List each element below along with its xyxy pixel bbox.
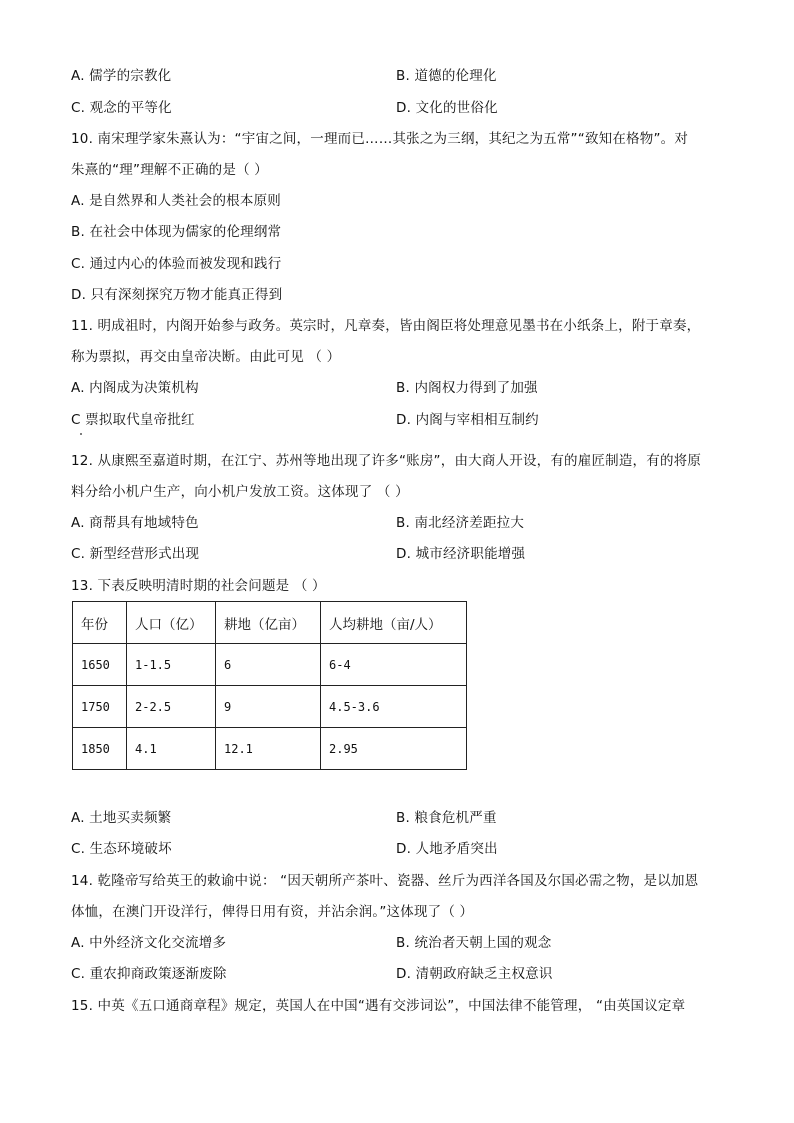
q13-option-c: C. 生态环境破坏 — [71, 841, 172, 857]
table-cell: 2-2.5 — [127, 686, 216, 728]
q14-option-d: D. 清朝政府缺乏主权意识 — [396, 966, 553, 982]
table-cell: 9 — [216, 686, 321, 728]
q14-stem-line2: 体恤，在澳门开设洋行，俾得日用有资，并沾余润。”这体现了（ ） — [71, 904, 474, 920]
q11-option-c: C 票拟取代皇帝批红 — [71, 412, 195, 428]
table-cell: 4.5-3.6 — [321, 686, 467, 728]
table-cell: 2.95 — [321, 728, 467, 770]
table-cell: 1650 — [73, 644, 127, 686]
q10-option-a: A. 是自然界和人类社会的根本原则 — [71, 193, 281, 209]
stray-mark — [80, 433, 82, 435]
table-cell: 4.1 — [127, 728, 216, 770]
q14-option-b: B. 统治者天朝上国的观念 — [396, 935, 552, 951]
table-cell: 6-4 — [321, 644, 467, 686]
table-header-row — [73, 602, 467, 644]
q12-option-a: A. 商帮具有地域特色 — [71, 515, 199, 531]
table-cell: 1850 — [73, 728, 127, 770]
table-cell: 1-1.5 — [127, 644, 216, 686]
q10-option-b: B. 在社会中体现为儒家的伦理纲常 — [71, 224, 282, 240]
q11-stem-line2: 称为票拟，再交由皇帝决断。由此可见 （ ） — [71, 349, 341, 365]
q10-option-c: C. 通过内心的体验而被发现和践行 — [71, 256, 282, 272]
q12-option-c: C. 新型经营形式出现 — [71, 546, 200, 562]
q12-stem-line2: 料分给小机户生产，向小机户发放工资。这体现了 （ ） — [71, 484, 409, 500]
q11-stem-line1: 11. 明成祖时，内阁开始参与政务。英宗时，凡章奏，皆由阁臣将处理意见墨书在小纸条上，附于章奏， — [71, 318, 701, 334]
q11-option-b: B. 内阁权力得到了加强 — [396, 380, 538, 396]
q10-stem-line2: 朱熹的“理”理解不正确的是（ ） — [71, 162, 268, 178]
q9-option-c: C. 观念的平等化 — [71, 100, 172, 116]
q11-option-a: A. 内阁成为决策机构 — [71, 380, 199, 396]
q9-option-d: D. 文化的世俗化 — [396, 100, 498, 116]
table-cell: 12.1 — [216, 728, 321, 770]
q13-option-b: B. 粮食危机严重 — [396, 810, 497, 826]
q9-option-b: B. 道德的伦理化 — [396, 68, 497, 84]
q13-stem: 13. 下表反映明清时期的社会问题是 （ ） — [71, 578, 326, 594]
q15-stem-line1: 15. 中英《五口通商章程》规定，英国人在中国“遇有交涉词讼”，中国法律不能管理， “由英国议定章 — [71, 998, 686, 1014]
table-header-cell: 耕地（亿亩） — [216, 602, 321, 644]
table-cell: 6 — [216, 644, 321, 686]
q14-option-c: C. 重农抑商政策逐渐废除 — [71, 966, 227, 982]
table-row — [73, 644, 467, 686]
q12-option-b: B. 南北经济差距拉大 — [396, 515, 525, 531]
q10-option-d: D. 只有深刻探究万物才能真正得到 — [71, 287, 283, 303]
q14-option-a: A. 中外经济文化交流增多 — [71, 935, 227, 951]
q10-stem-line1: 10. 南宋理学家朱熹认为：“宇宙之间，一理而已……其张之为三纲，其纪之为五常”“致知在格物”。对 — [71, 131, 689, 147]
table-header-cell: 人均耕地（亩/人） — [321, 602, 467, 644]
table-header-cell: 人口（亿） — [127, 602, 216, 644]
q13-option-d: D. 人地矛盾突出 — [396, 841, 498, 857]
table-row — [73, 728, 467, 770]
q12-option-d: D. 城市经济职能增强 — [396, 546, 526, 562]
q11-option-d: D. 内阁与宰相相互制约 — [396, 412, 539, 428]
population-table — [72, 601, 467, 770]
q13-option-a: A. 土地买卖频繁 — [71, 810, 172, 826]
table-cell: 1750 — [73, 686, 127, 728]
q9-option-a: A. 儒学的宗教化 — [71, 68, 172, 84]
q14-stem-line1: 14. 乾隆帝写给英王的敕谕中说： “因天朝所产茶叶、瓷器、丝斤为西洋各国及尔国必需之物，是以加恩 — [71, 873, 699, 889]
table-row — [73, 686, 467, 728]
table-header-cell: 年份 — [73, 602, 127, 644]
q12-stem-line1: 12. 从康熙至嘉道时期，在江宁、苏州等地出现了许多“账房”，由大商人开设，有的雇匠制造，有的将原 — [71, 453, 702, 469]
